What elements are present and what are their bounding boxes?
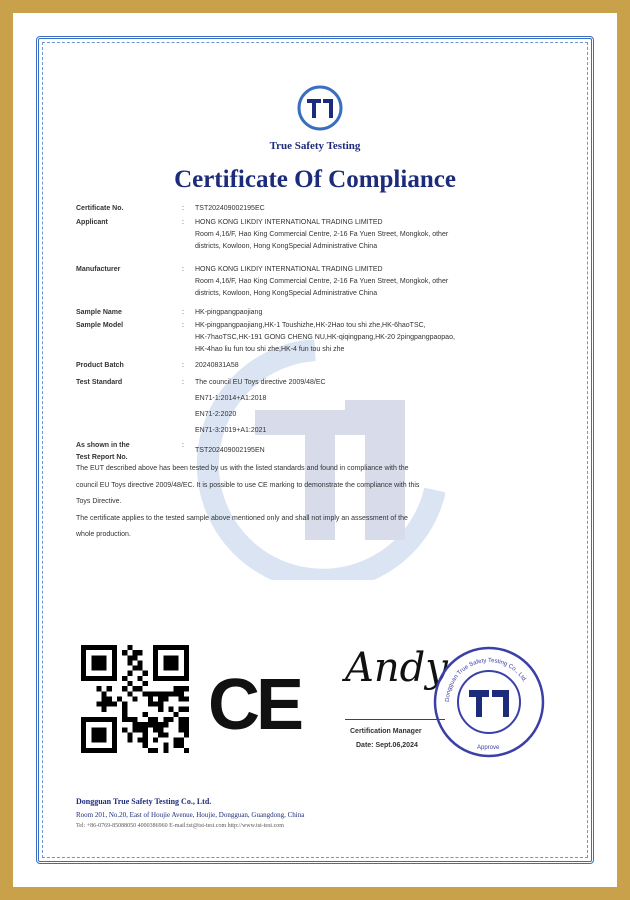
field-value: HK-7haoTSC,HK-191 GONG CHENG NU,HK-qiqingpang,HK-20 2pingpangpaopao, xyxy=(195,334,455,341)
footer-contact: Tel: +86-0769-85088050 4000386960 E-mail:tst@tst-test.com http://www.tst-test.com xyxy=(76,823,284,829)
field-value: EN71-1:2014+A1:2018 xyxy=(195,395,267,402)
field-value: districts, Kowloon, Hong KongSpecial Administrative China xyxy=(195,290,378,297)
field-colon: : xyxy=(182,379,184,386)
qr-code[interactable] xyxy=(80,645,190,753)
field-colon: : xyxy=(182,362,184,369)
field-colon: : xyxy=(182,205,184,212)
signer-title: Certification Manager xyxy=(350,728,422,735)
field-label: Sample Model xyxy=(76,322,124,329)
field-label: Certificate No. xyxy=(76,205,124,212)
field-value: HONG KONG LIKDIY INTERNATIONAL TRADING LIMITED xyxy=(195,266,383,273)
field-value: 20240831A58 xyxy=(195,362,239,369)
statement-line: council EU Toys directive 2009/48/EC. It is possible to use CE marking to demonstrate the compliance with this xyxy=(76,481,420,489)
field-label: As shown in the xyxy=(76,442,130,449)
field-label: Product Batch xyxy=(76,362,124,369)
field-value: Room 4,16/F, Hao King Commercial Centre, 2-16 Fa Yuen Street, Mongkok, other xyxy=(195,231,449,238)
field-label: Test Report No. xyxy=(76,454,128,461)
field-value: EN71-2:2020 xyxy=(195,411,237,418)
field-colon: : xyxy=(182,309,184,316)
field-label: Applicant xyxy=(76,219,108,226)
signature: Andy xyxy=(345,645,448,691)
statement-line: Toys Directive. xyxy=(76,498,122,505)
field-value: districts, Kowloon, Hong KongSpecial Administrative China xyxy=(195,243,378,250)
certificate-title: Certificate Of Compliance xyxy=(174,166,456,193)
field-value: HK-4hao liu fun tou shi zhe,HK-4 fun tou shi zhe xyxy=(195,346,345,353)
ce-mark: CE xyxy=(208,665,301,745)
field-value: TST202409002195EC xyxy=(195,205,265,212)
field-label: Test Standard xyxy=(76,379,123,386)
footer-company: Dongguan True Safety Testing Co., Ltd. xyxy=(76,797,212,806)
footer-address: Room 201, No.20, East of Houjie Avenue, Houjie, Dongguan, Guangdong, China xyxy=(76,811,305,819)
field-label: Manufacturer xyxy=(76,266,121,273)
field-value: HK-pingpangpaojiang,HK-1 Toushizhe,HK-2Hao tou shi zhe,HK-6haoTSC, xyxy=(195,322,426,329)
field-colon: : xyxy=(182,266,184,273)
signature-line xyxy=(345,719,445,720)
field-colon: : xyxy=(182,219,184,226)
watermark-logo-icon xyxy=(185,340,445,580)
compliance-statement xyxy=(76,461,566,544)
statement-line: whole production. xyxy=(76,531,131,538)
statement-line: The certificate applies to the tested sample above mentioned only and shall not imply an assessment of the xyxy=(76,514,408,522)
field-value: EN71-3:2019+A1:2021 xyxy=(195,427,267,434)
field-value: HONG KONG LIKDIY INTERNATIONAL TRADING LIMITED xyxy=(195,219,383,226)
field-value: TST202409002195EN xyxy=(195,447,265,454)
statement-line: The EUT described above has been tested by us with the listed standards and found in compliance with the xyxy=(76,465,409,472)
tsi-logo-icon xyxy=(297,85,343,131)
issue-date: Date: Sept.06,2024 xyxy=(356,742,418,749)
company-stamp-icon xyxy=(432,645,547,760)
field-value: The council EU Toys directive 2009/48/EC xyxy=(195,379,326,386)
stamp-text: Dongguan True Safety Testing Co., Ltd. xyxy=(444,657,528,703)
field-value: HK-pingpangpaojiang xyxy=(195,309,263,316)
field-colon: : xyxy=(182,322,184,329)
stamp-approve: Approve xyxy=(477,745,500,751)
field-colon: : xyxy=(182,442,184,449)
brand-name: True Safety Testing xyxy=(269,140,361,152)
field-label: Sample Name xyxy=(76,309,122,316)
field-value: Room 4,16/F, Hao King Commercial Centre, 2-16 Fa Yuen Street, Mongkok, other xyxy=(195,278,449,285)
